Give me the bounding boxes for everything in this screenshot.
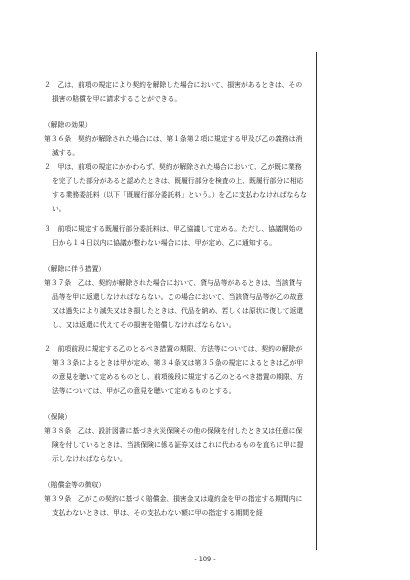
margin-rule: [316, 52, 317, 550]
clause-35-paragraph-2: ２ 乙は、前項の規定により契約を解除した場合において、損害があるときは、その損害の賠償を甲に請求することができる。: [44, 81, 303, 103]
section-heading-insurance: （保険）: [44, 413, 72, 421]
document-body: [44, 78, 308, 520]
article-36-paragraph-3: ３ 前項に規定する既履行部分委託料は、甲乙協議して定める。ただし、協議開始の日から１４日以内に協議が整わない場合には、甲が定め、乙に通知する。: [44, 225, 303, 247]
article-37-paragraph-2: ２ 前項前段に規定する乙のとるべき措置の期限、方法等については、契約の解除が第３３条によるときは甲が定め、第３４条又は第３５条の規定によるときは乙が甲の意見を聴いて定めるものとし、前項後段に規定する乙のとるべき措置の期限、方法等については、甲が乙の意見を聴いて定めるものとする。: [44, 345, 304, 395]
section-heading-measures-on-cancellation: （解除に伴う措置）: [44, 265, 106, 273]
section-heading-collection-of-damages: （賠償金等の徴収）: [44, 481, 106, 489]
article-38: 第３８条 乙は、設計図書に基づき火災保険その他の保険を付したとき又は任意に保険を付しているときは、当該保険に係る証券又はこれに代わるものを直ちに甲に提示しなければならない。: [44, 427, 304, 463]
section-heading-effect-of-cancellation: （解除の効果）: [44, 121, 92, 129]
page-number: - 109 -: [194, 555, 216, 563]
article-36-paragraph-2: ２ 甲は、前項の規定にかかわらず、契約が解除された場合において、乙が既に業務を完了した部分があると認めたときは、既履行部分を検査の上、既履行部分に相応する業務委託料（以下「既履行部分委託料」という。）を乙に支払わなければならない。: [44, 163, 307, 213]
article-39: 第３９条 乙がこの契約に基づく賠償金、損害金又は違約金を甲の指定する期間内に支払わないときは、甲は、その支払わない額に甲の指定する期間を経: [44, 495, 303, 517]
article-36: 第３６条 契約が解除された場合には、第１条第２項に規定する甲及び乙の義務は消滅する。: [44, 135, 303, 157]
article-37: 第３７条 乙は、契約が解除された場合において、貸与品等があるときは、当該貸与品等を甲に返還しなければならない。この場合において、当該貸与品等が乙の故意又は過失により滅失又はき損したときは、代品を納め、若しくは原状に復して返還し、又は返還に代えてその損害を賠償しなければならない。: [44, 279, 304, 329]
